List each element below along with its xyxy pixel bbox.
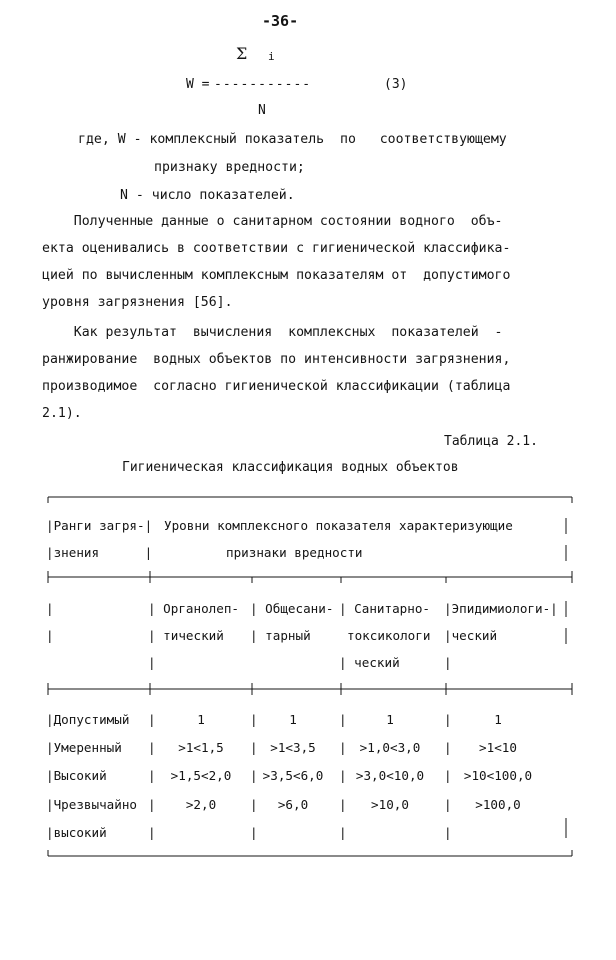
table-cell: >2,0 (185, 797, 217, 812)
row-separator: | (250, 797, 258, 812)
row-rank-label: |Допустимый (46, 712, 130, 727)
table-cell: >3,0<10,0 (355, 768, 425, 783)
row-separator: | (250, 825, 258, 840)
row-separator: | (444, 740, 452, 755)
table-cell: >3,5<6,0 (262, 768, 324, 783)
row-rank-label: |Умеренный (46, 740, 122, 755)
row-separator: | (339, 797, 347, 812)
table-cell: >1<1,5 (178, 740, 224, 755)
paragraph2-line: 2.1). (42, 406, 82, 421)
paragraph2-line: ранжирование водных объектов по интенсивности загрязнения, (42, 352, 511, 367)
header-levels-label-cont: признаки вредности (226, 545, 363, 560)
row-separator: | (444, 797, 452, 812)
table-cell: 1 (386, 712, 394, 727)
formula-sigma-subscript: i (268, 50, 275, 63)
row-rank-label: |Чрезвычайно (46, 797, 137, 812)
table-cell: >6,0 (277, 797, 309, 812)
subheader-rank-bar: | (46, 628, 54, 643)
subheader-organoleptic: | тический (148, 628, 224, 643)
table-caption: Таблица 2.1. (444, 434, 538, 449)
paragraph1-line: уровня загрязнения [56]. (42, 295, 233, 310)
table-cell: >1<3,5 (270, 740, 316, 755)
subheader-epidemiological: |Эпидимиологи-| (444, 601, 558, 616)
table-cell: >100,0 (475, 797, 521, 812)
subheader-bar: | (444, 655, 452, 670)
subheader-bar: | (148, 655, 156, 670)
subheader-organoleptic: | Органолеп- (148, 601, 239, 616)
row-rank-label: |Высокий (46, 768, 107, 783)
row-separator: | (148, 825, 156, 840)
table-title: Гигиеническая классификация водных объектов (122, 460, 459, 475)
row-separator: | (250, 740, 258, 755)
row-rank-label: |высокий (46, 825, 107, 840)
subheader-sanitary-toxicological: токсикологи (347, 628, 431, 643)
table-cell: >10<100,0 (463, 768, 533, 783)
equation-number: (3) (384, 77, 408, 92)
formula-lhs: W = (186, 77, 210, 92)
subheader-general-sanitary: | Общесани- (250, 601, 334, 616)
row-separator: | (250, 712, 258, 727)
definition-w-cont: признаку вредности; (154, 160, 305, 175)
row-separator: | (148, 797, 156, 812)
paragraph2-line: производимое согласно гигиенической классификации (таблица (42, 379, 511, 394)
row-separator: | (148, 768, 156, 783)
table-cell: >1,5<2,0 (170, 768, 232, 783)
table-cell: >1,0<3,0 (359, 740, 421, 755)
row-separator: | (148, 740, 156, 755)
table-cell: >10,0 (371, 797, 409, 812)
row-separator: | (444, 712, 452, 727)
row-separator: | (250, 768, 258, 783)
subheader-sanitary-toxicological: | Санитарно- (339, 601, 430, 616)
table-cell: 1 (197, 712, 205, 727)
table-cell: 1 (494, 712, 502, 727)
header-levels-label: Уровни комплексного показателя характеризующие (164, 518, 513, 533)
subheader-general-sanitary: | тарный (250, 628, 311, 643)
row-separator: | (339, 712, 347, 727)
row-separator: | (148, 712, 156, 727)
formula-sigma: Σ (236, 44, 248, 63)
paragraph1-line: екта оценивались в соответствии с гигиенической классифика- (42, 241, 511, 256)
subheader-epidemiological: |ческий (444, 628, 498, 643)
subheader-rank-bar: | (46, 601, 54, 616)
header-rank-label: |Ранги загря-| (46, 518, 153, 533)
row-separator: | (444, 825, 452, 840)
paragraph1-line: Полученные данные о санитарном состоянии водного объ- (42, 214, 503, 229)
table-cell: >1<10 (479, 740, 517, 755)
formula-denominator: N (258, 103, 266, 118)
header-rank-label-cont: |знения | (46, 545, 153, 560)
table-cell: 1 (289, 712, 297, 727)
subheader-sanitary-toxicological: | ческий (339, 655, 400, 670)
definition-n: N - число показателей. (120, 188, 295, 203)
row-separator: | (444, 768, 452, 783)
row-separator: | (339, 825, 347, 840)
definition-w: где, W - комплексный показатель по соответствующему (78, 132, 507, 147)
formula-fraction-rule: ----------- (214, 77, 312, 92)
paragraph2-line: Как результат вычисления комплексных показателей - (42, 325, 503, 340)
row-separator: | (339, 740, 347, 755)
row-separator: | (339, 768, 347, 783)
paragraph1-line: цией по вычисленным комплексным показателям от допустимого (42, 268, 511, 283)
page-number: -36- (262, 12, 299, 30)
